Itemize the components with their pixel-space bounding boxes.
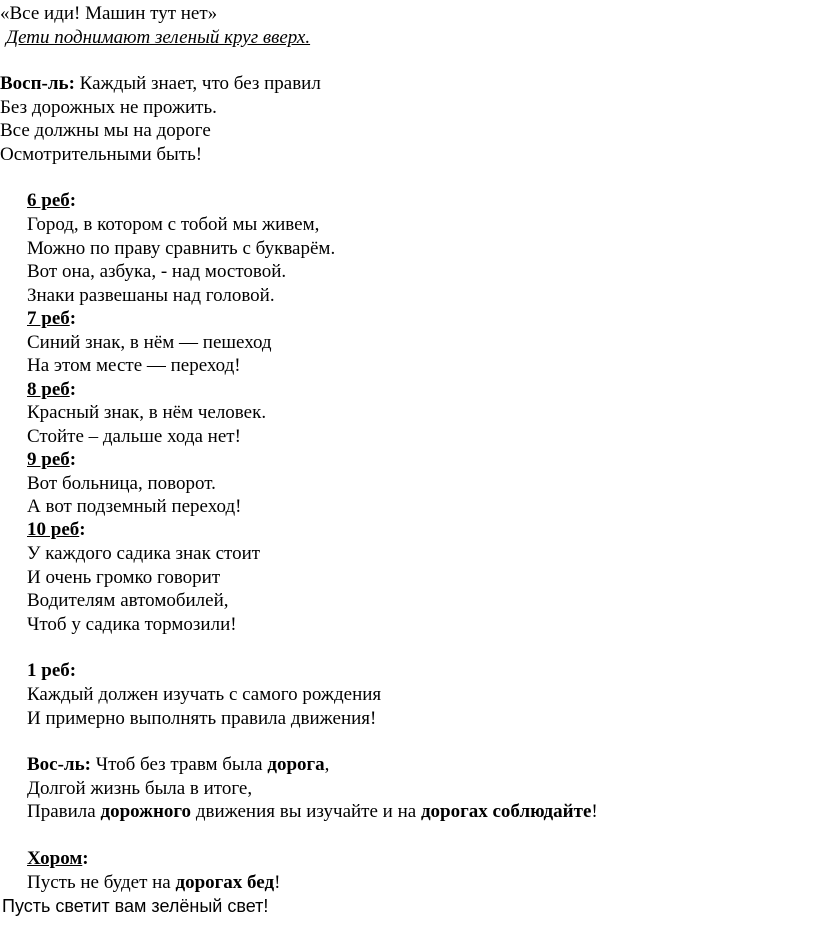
verse-line: Красный знак, в нём человек.: [27, 402, 267, 423]
verse-line: Осмотрительными быть!: [0, 144, 203, 165]
verse-line: Можно по праву сравнить с букварём.: [27, 238, 336, 259]
teacher-stanza-1-line: [0, 72, 321, 95]
verse-line: На этом месте — переход!: [27, 355, 241, 376]
verse-line: Каждый должен изучать с самого рождения: [27, 684, 382, 705]
emphasis-text: дорогах бед: [175, 872, 275, 893]
verse-line: И очень громко говорит: [27, 567, 221, 588]
speaker-label: 1 реб:: [27, 660, 77, 681]
emphasis-text: дорога: [267, 754, 325, 775]
verse-line: Водителям автомобилей,: [27, 590, 229, 611]
speaker-label: 7 реб: [27, 308, 70, 329]
verse-line: Вот она, азбука, - над мостовой.: [27, 261, 287, 282]
stage-direction: Дети поднимают зеленый круг вверх.: [6, 27, 311, 48]
verse-line: Долгой жизнь была в итоге,: [27, 778, 253, 799]
speaker-heading: [27, 847, 89, 870]
verse-line: Стойте – дальше хода нет!: [27, 426, 241, 447]
verse-line: Знаки развешаны над головой.: [27, 285, 275, 306]
speaker-label: 10 реб: [27, 519, 80, 540]
verse-text: !: [274, 872, 281, 893]
verse-line: [27, 871, 280, 894]
emphasis-text: дорогах соблюдайте: [420, 801, 592, 822]
speaker-heading: [27, 189, 76, 212]
speaker-label: 8 реб: [27, 379, 70, 400]
speaker-heading: [27, 307, 76, 330]
speaker-colon: :: [69, 449, 77, 470]
speaker-label: Вос-ль:: [27, 754, 91, 775]
verse-line: Все должны мы на дороге: [0, 120, 211, 141]
speaker-colon: :: [79, 519, 86, 540]
verse-line: Город, в котором с тобой мы живем,: [27, 214, 320, 235]
verse-line: Пусть светит вам зелёный свет!: [2, 896, 269, 916]
speaker-heading: [27, 659, 76, 682]
speaker-label: 6 реб: [27, 190, 70, 211]
verse-line: А вот подземный переход!: [27, 496, 242, 517]
verse-text: Чтоб без травм была: [90, 754, 268, 775]
speaker-heading: [27, 448, 76, 471]
verse-line: Без дорожных не прожить.: [0, 97, 217, 118]
speaker-colon: :: [82, 848, 89, 869]
speaker-colon: :: [69, 308, 77, 329]
speaker-label: Хором: [27, 848, 83, 869]
speaker-colon: :: [69, 379, 77, 400]
emphasis-text: дорожного: [100, 801, 192, 822]
verse-text: Пусть не будет на: [27, 872, 176, 893]
speaker-colon: :: [69, 190, 77, 211]
verse-text: Правила: [27, 801, 101, 822]
verse-line: Синий знак, в нём — пешеход: [27, 332, 272, 353]
intro-line: «Все иди! Машин тут нет»: [0, 3, 218, 24]
verse-line: У каждого садика знак стоит: [27, 543, 261, 564]
verse-text: !: [591, 801, 598, 822]
verse-line: Вот больница, поворот.: [27, 473, 216, 494]
verse-line: [27, 800, 598, 823]
verse-line: Чтоб у садика тормозили!: [27, 614, 237, 635]
verse-text: ,: [324, 754, 330, 775]
verse-text: Каждый знает, что без правил: [74, 73, 321, 94]
teacher-stanza-2-line: [27, 753, 329, 776]
verse-text: движения вы изучайте и на: [191, 801, 421, 822]
speaker-heading: [27, 378, 76, 401]
speaker-label: Восп-ль:: [0, 73, 75, 94]
verse-line: И примерно выполнять правила движения!: [27, 708, 377, 729]
speaker-heading: [27, 518, 86, 541]
speaker-label: 9 реб: [27, 449, 70, 470]
